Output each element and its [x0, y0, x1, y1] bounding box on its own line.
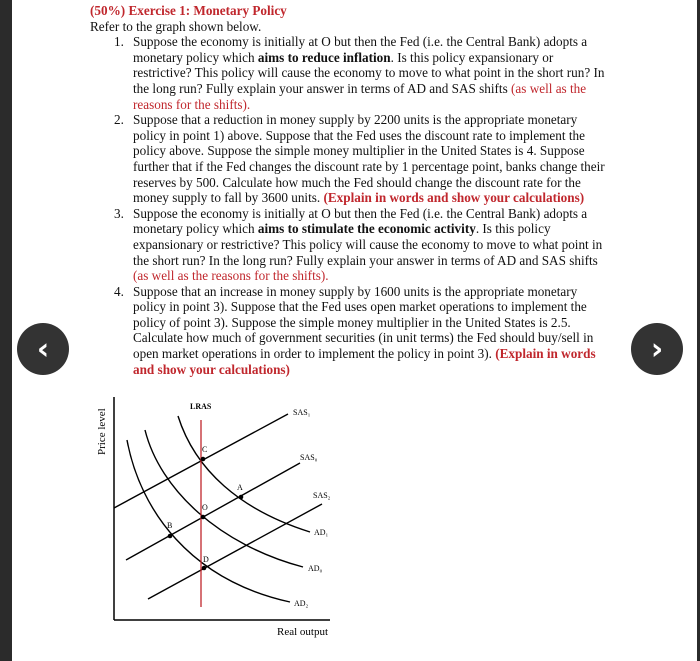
exercise-title: (50%) Exercise 1: Monetary Policy: [90, 3, 287, 18]
text-segment: money supply to fall by 3600 units.: [133, 190, 324, 206]
ad1-curve: [178, 416, 310, 532]
text-segment: policy of point 3). Suppose the simple money multiplier in the United States is 2.5.: [133, 314, 571, 330]
question-number: 1.: [114, 34, 124, 50]
point-a: [239, 495, 244, 500]
sas0-curve: [126, 463, 300, 560]
chevron-left-icon: ‹: [36, 331, 50, 367]
point-o: [201, 515, 206, 520]
text-segment: (as well as the reasons for the shifts).: [133, 268, 329, 284]
sas2-label: SAS₂: [313, 491, 331, 500]
text-segment: policy in point 1) above. Suppose that the Fed uses the discount rate to implement the: [133, 127, 585, 143]
point-d-label: D: [203, 555, 209, 564]
point-b-label: B: [167, 521, 173, 530]
point-c-label: C: [202, 445, 208, 454]
text-segment: policy in point 3). Suppose that the Fed uses open market operations to implement the: [133, 299, 587, 315]
point-a-label: A: [237, 483, 243, 492]
text-segment: Suppose the economy is initially at O but then the Fed (i.e. the Central Bank) adopts a: [133, 34, 588, 50]
text-segment: the long run? Fully explain your answer in terms of AD and SAS shifts: [133, 80, 512, 96]
text-segment: Calculate how much of government securities (in unit terms) the Fed should buy/sell in: [133, 330, 594, 346]
text-segment: aims to stimulate the economic activity: [257, 221, 476, 237]
y-axis-label: Price level: [96, 408, 108, 455]
text-segment: monetary policy which: [133, 221, 258, 237]
chevron-right-icon: ›: [650, 331, 664, 367]
point-d: [202, 566, 207, 571]
question-number: 2.: [114, 112, 124, 128]
text-segment: (Explain in words: [495, 346, 596, 362]
sas0-label: SAS₀: [300, 453, 318, 462]
x-axis-label: Real output: [277, 626, 329, 638]
text-segment: reserves by 500. Calculate how much the Fed should change the discount rate for the: [133, 174, 581, 190]
text-segment: Suppose that a reduction in money supply by 2200 units is the appropriate monetary: [133, 112, 578, 128]
text-segment: . Is this policy: [475, 221, 551, 237]
point-o-label: O: [202, 503, 208, 512]
text-segment: (Explain in words and show your calculations): [323, 190, 585, 206]
ad0-curve: [145, 430, 303, 567]
sas2-curve: [148, 504, 322, 599]
text-segment: (as well as the: [511, 80, 587, 96]
question-number: 3.: [114, 205, 124, 221]
text-segment: policy above. Suppose the simple money multiplier in the United States is 4. Suppose: [133, 143, 585, 159]
text-segment: the short run? In the long run? Fully explain your answer in terms of AD and SAS shifts: [133, 252, 598, 268]
text-segment: expansionary or restrictive? This policy will cause the economy to move to what point in: [133, 236, 603, 252]
text-segment: and show your calculations): [133, 361, 290, 377]
intro-text: Refer to the graph shown below.: [90, 18, 262, 34]
text-segment: . Is this policy expansionary or: [390, 49, 554, 65]
ad0-label: AD₀: [308, 564, 323, 573]
sas1-label: SAS₁: [293, 408, 311, 417]
text-segment: Suppose that an increase in money supply by 1600 units is the appropriate monetary: [133, 283, 578, 299]
point-b: [168, 534, 173, 539]
ad1-label: AD₁: [314, 528, 329, 537]
text-segment: further that if the Fed changes the discount rate by 1 percentage point, banks change their: [133, 158, 605, 174]
question-number: 4.: [114, 283, 124, 299]
text-segment: open market operations in order to implement the policy in point 3).: [133, 346, 496, 362]
text-segment: aims to reduce inflation: [257, 49, 391, 65]
text-segment: reasons for the shifts).: [133, 96, 251, 112]
text-segment: monetary policy which: [133, 49, 258, 65]
lras-label: LRAS: [190, 402, 212, 411]
text-segment: restrictive? This policy will cause the economy to move to what point in the short run? In: [133, 65, 605, 81]
ad2-label: AD₂: [294, 599, 309, 608]
text-segment: Suppose the economy is initially at O but then the Fed (i.e. the Central Bank) adopts a: [133, 205, 588, 221]
point-c: [201, 457, 206, 462]
